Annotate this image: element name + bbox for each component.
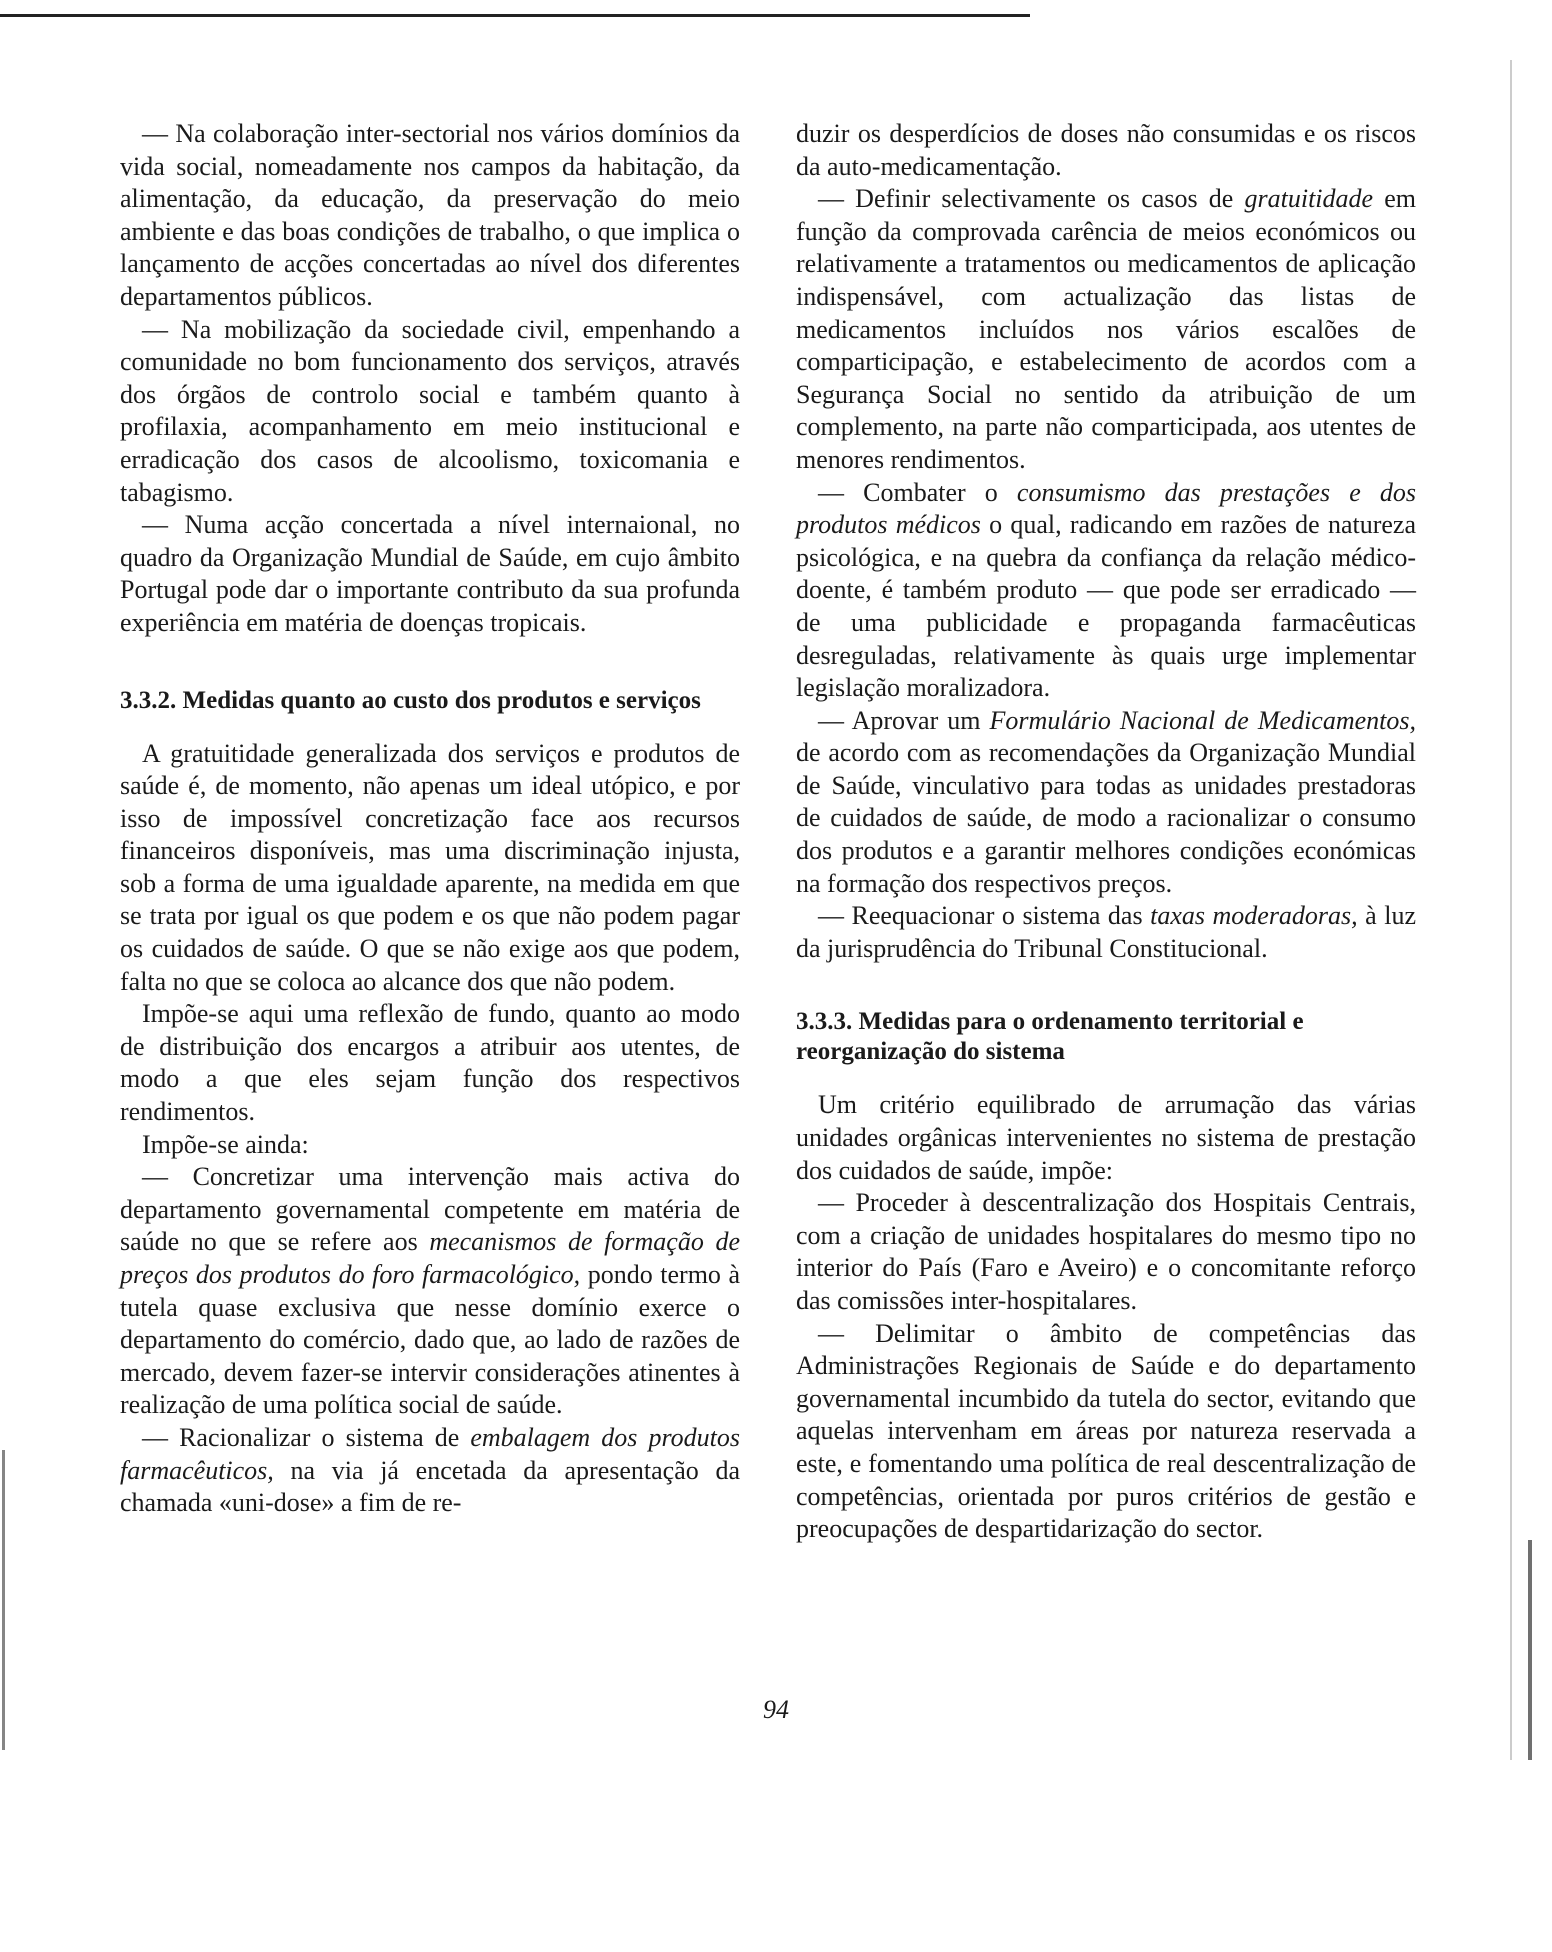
- paragraph-impoe-ainda: Impõe-se ainda:: [142, 1129, 309, 1159]
- scan-edge-right-dark: [1528, 1540, 1532, 1760]
- paragraph-delimitar: — Delimitar o âmbito de competências das Administrações Regionais de Saúde e do departamento governamental incumbido da tutela do sector, evitando que aquelas intervenham em áreas por natureza reservada a este, e fomentando uma política de real descentralização de competências, orientada por puros critérios de gestão e preocupações de despartidarização do sector.: [796, 1318, 1416, 1544]
- text-run: — Reequacionar o sistema das: [818, 901, 1151, 931]
- text-run: — Racionalizar o sistema de: [142, 1422, 471, 1452]
- text-run: o qual, radicando em razões de natureza psicológica, e na quebra da confiança da relação médico-doente, é também produto — que pode ser erradicado — de uma publicidade e propaganda farmacêuticas desreguladas, relativamente às quais urge implementar legislação moralizadora.: [796, 510, 1416, 703]
- paragraph-combater: [796, 477, 1416, 705]
- paragraph-proceder: — Proceder à descentralização dos Hospitais Centrais, com a criação de unidades hospitalares do mesmo tipo no interior do País (Faro e Aveiro) e o concomitante reforço das comissões inter-hospitalares.: [796, 1188, 1416, 1315]
- paragraph-reequacionar: [796, 900, 1416, 965]
- text-run: — Definir selectivamente os casos de: [818, 184, 1245, 214]
- italic-term: mecanismos de formação de preços dos produtos do foro farmacológico,: [120, 1227, 740, 1289]
- text-run: — Concretizar uma intervenção mais activa do departamento governamental competente em matéria de saúde no que se refere aos: [120, 1162, 740, 1257]
- text-run: na via já encetada da apresentação da chamada «uni-dose» a fim de re-: [120, 1455, 740, 1518]
- paragraph-concretizar: [120, 1161, 740, 1422]
- section-heading-3-3-2: [120, 686, 740, 716]
- italic-term: gratuitidade: [1244, 184, 1374, 214]
- page-number: 94: [763, 1695, 789, 1724]
- text-run: — Aprovar um: [818, 705, 990, 735]
- text-run: — Combater o: [818, 477, 1017, 507]
- top-border-line: [0, 14, 1030, 17]
- paragraph-continuation: duzir os desperdícios de doses não consumidas e os riscos da auto-medicamentação.: [796, 119, 1416, 181]
- paragraph-gratuitidade: A gratuitidade generalizada dos serviços e produtos de saúde é, de momento, não apenas um ideal utópico, e por isso de impossível concretização face aos recursos financeiros disponíveis, mas uma discriminação injusta, sob a forma de uma igualdade aparente, na medida em que se trata por igual os que podem e os que não podem pagar os cuidados de saúde. O que se não exige aos que podem, falta no que se coloca ao alcance dos que não podem.: [120, 738, 740, 996]
- text-run: de acordo com as recomendações da Organização Mundial de Saúde, vinculativo para todas as unidades prestadoras de cuidados de saúde, de modo a racionalizar o consumo dos produtos e a garantir melhores condições económicas na formação dos respectivos preços.: [796, 738, 1416, 898]
- text-run: à luz da jurisprudência do Tribunal Constitucional.: [796, 901, 1416, 963]
- italic-term: consumismo das prestações e dos produtos médicos: [796, 477, 1417, 540]
- scan-edge-right: [1510, 60, 1512, 1760]
- paragraph-criterio: Um critério equilibrado de arrumação das várias unidades orgânicas intervenientes no sistema de prestação dos cuidados de saúde, impõe:: [796, 1090, 1416, 1185]
- left-column: [120, 118, 740, 1520]
- right-column: [796, 118, 1416, 1546]
- paragraph-mobilizacao: — Na mobilização da sociedade civil, empenhando a comunidade no bom funcionamento dos serviços, através dos órgãos de controlo social e também quanto à profilaxia, acompanhamento em meio institucional e erradicação dos casos de alcoolismo, toxicomania e tabagismo.: [120, 314, 740, 507]
- paragraph-accao-concertada: — Numa acção concertada a nível internaional, no quadro da Organização Mundial de Saúde, em cujo âmbito Portugal pode dar o importante contributo da sua profunda experiência em matéria de doenças tropicais.: [120, 510, 740, 637]
- paragraph-colaboracao: — Na colaboração inter-sectorial nos vários domínios da vida social, nomeadamente nos campos da habitação, da alimentação, da educação, da preservação do meio ambiente e das boas condições de trabalho, o que implica o lançamento de acções concertadas ao nível dos diferentes departamentos públicos.: [120, 119, 740, 311]
- paragraph-aprovar: [796, 705, 1416, 901]
- paragraph-reflexao: Impõe-se aqui uma reflexão de fundo, quanto ao modo de distribuição dos encargos a atribuir aos utentes, de modo a que eles sejam função dos respectivos rendimentos.: [120, 999, 740, 1127]
- section-title: Medidas para o ordenamento territorial e reorganização do sistema: [796, 1008, 1304, 1066]
- text-run: em função da comprovada carência de meios económicos ou relativamente a tratamentos ou medicamentos de aplicação indispensável, com actualização das listas de medicamentos incluídos nos vários escalões de comparticipação, e estabelecimento de acordos com a Segurança Social no sentido da atribuição de um complemento, na parte não comparticipada, aos utentes de menores rendimentos.: [796, 184, 1417, 474]
- paragraph-definir: [796, 183, 1416, 476]
- paragraph-racionalizar: [120, 1422, 740, 1520]
- section-number: 3.3.3.: [796, 1008, 853, 1036]
- italic-term: Formulário Nacional de Medicamentos,: [989, 705, 1416, 735]
- section-title: Medidas quanto ao custo dos produtos e serviços: [182, 686, 701, 714]
- italic-term: taxas moderadoras,: [1150, 901, 1358, 931]
- section-number: 3.3.2.: [120, 686, 177, 714]
- section-heading-3-3-3: [796, 1007, 1416, 1067]
- italic-term: embalagem dos produtos farmacêuticos,: [120, 1422, 740, 1485]
- text-run: pondo termo à tutela quase exclusiva que nesse domínio exerce o departamento do comércio, dado que, ao lado de razões de mercado, devem fazer-se intervir considerações atinentes à realização de uma política social de saúde.: [120, 1260, 740, 1420]
